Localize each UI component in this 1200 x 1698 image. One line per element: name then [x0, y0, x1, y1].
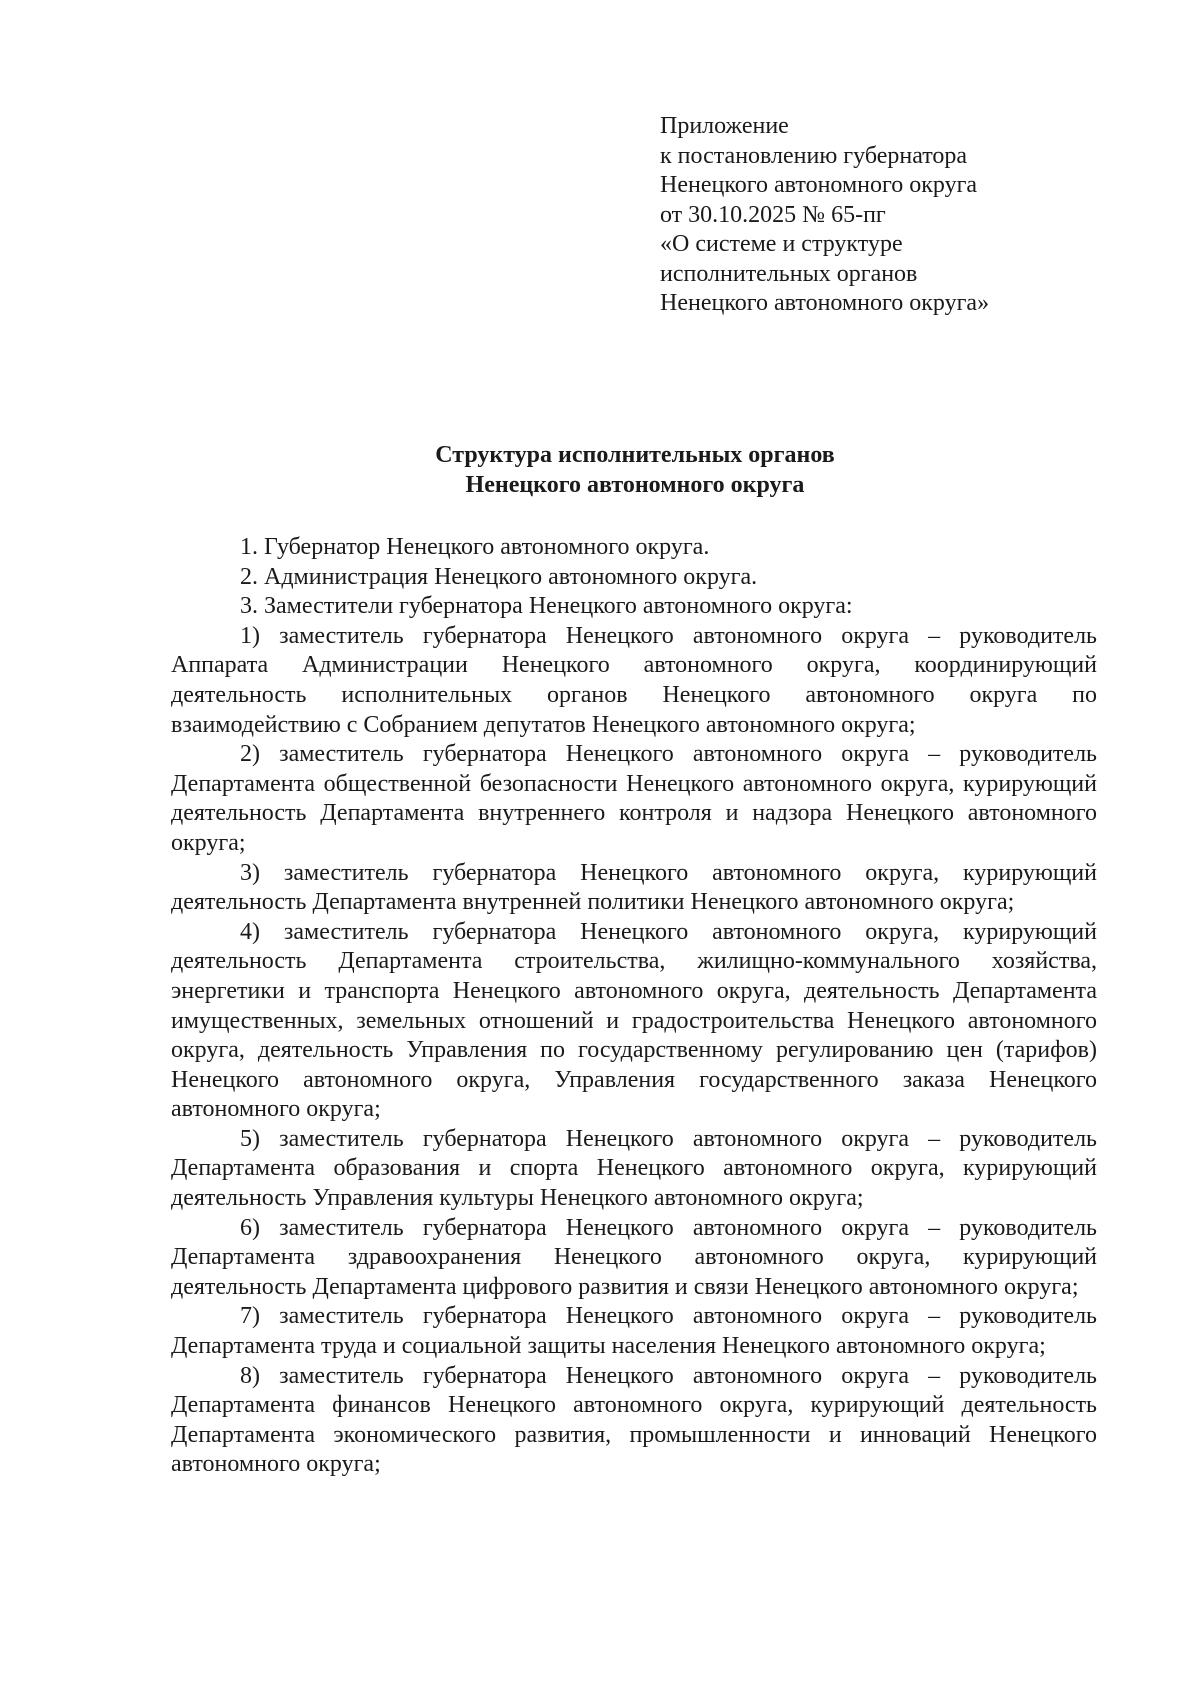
list-item: 2. Администрация Ненецкого автономного округа. [240, 563, 758, 590]
document-body [171, 533, 1097, 1480]
list-item: 6) заместитель губернатора Ненецкого автономного округа – руководитель Департамента здравоохранения Ненецкого автономного округа, курирующий деятельность Департамента цифрового развития и связи Ненецкого автономного округа; [171, 1214, 1097, 1300]
list-item: 4) заместитель губернатора Ненецкого автономного округа, курирующий деятельность Департамента строительства, жилищно-коммунального хозяйства, энергетики и транспорта Ненецкого автономного округа, деятельность Департамента имущественных, земельных отношений и градостроительства Ненецкого автономного округа, деятельность Управления по государственному регулированию цен (тарифов) Ненецкого автономного округа, Управления государственного заказа Ненецкого автономного округа; [171, 918, 1097, 1123]
list-item: 3. Заместители губернатора Ненецкого автономного округа: [240, 593, 853, 620]
list-item: 2) заместитель губернатора Ненецкого автономного округа – руководитель Департамента общественной безопасности Ненецкого автономного округа, курирующий деятельность Департамента внутреннего контроля и надзора Ненецкого автономного округа; [171, 741, 1097, 856]
appendix-line: исполнительных органов [660, 260, 918, 287]
title-line: Структура исполнительных органов [435, 442, 835, 468]
list-item: 1. Губернатор Ненецкого автономного округа. [240, 534, 710, 560]
document-title [170, 440, 1100, 500]
appendix-line: к постановлению губернатора [660, 142, 968, 169]
appendix-line: Ненецкого автономного округа [660, 172, 978, 198]
list-item: 1) заместитель губернатора Ненецкого автономного округа – руководитель Аппарата Администрации Ненецкого автономного округа, координирующий деятельность исполнительных органов Ненецкого автономного округа по взаимодействию с Собранием депутатов Ненецкого автономного округа; [171, 622, 1097, 738]
list-item: 7) заместитель губернатора Ненецкого автономного округа – руководитель Департамента труда и социальной защиты населения Ненецкого автономного округа; [171, 1303, 1097, 1360]
appendix-line: Приложение [660, 113, 789, 139]
list-item: 8) заместитель губернатора Ненецкого автономного округа – руководитель Департамента финансов Ненецкого автономного округа, курирующий деятельность Департамента экономического развития, промышленности и инноваций Ненецкого автономного округа; [171, 1362, 1097, 1478]
list-item: 3) заместитель губернатора Ненецкого автономного округа, курирующий деятельность Департамента внутренней политики Ненецкого автономного округа; [171, 859, 1097, 916]
list-item: 5) заместитель губернатора Ненецкого автономного округа – руководитель Департамента образования и спорта Ненецкого автономного округа, курирующий деятельность Управления культуры Ненецкого автономного округа; [171, 1125, 1097, 1212]
appendix-header [660, 112, 1100, 319]
appendix-line: Ненецкого автономного округа» [660, 290, 990, 316]
appendix-line: «О системе и структуре [660, 231, 903, 257]
title-line: Ненецкого автономного округа [465, 472, 805, 498]
appendix-line: от 30.10.2025 № 65-пг [660, 201, 886, 228]
